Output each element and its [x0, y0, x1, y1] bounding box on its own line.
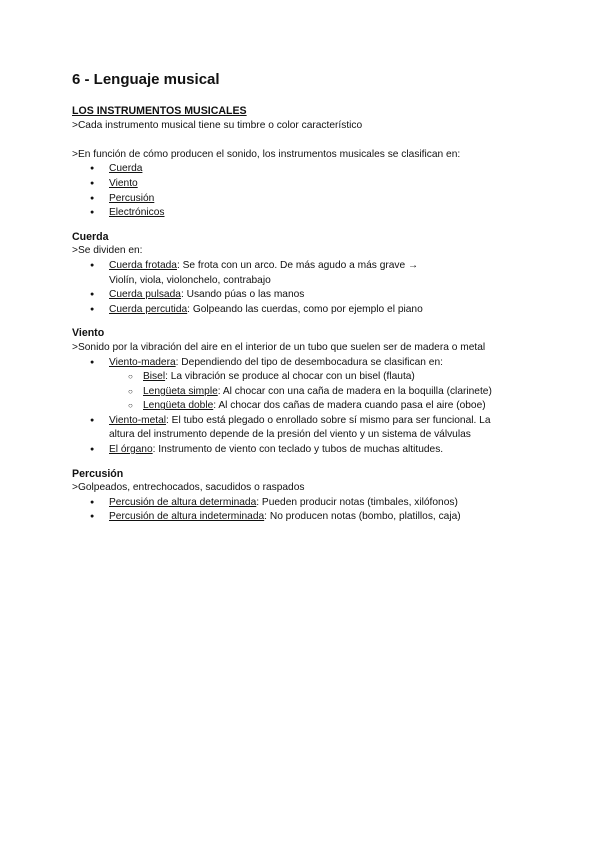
- cuerda-line: >Se dividen en:: [72, 245, 143, 257]
- desc-viento-metal-cont: altura del instrumento depende de la presión del viento y un sistema de válvulas: [109, 429, 471, 441]
- term-percusion-indeterminada: Percusión de altura indeterminada: [109, 511, 265, 523]
- section-heading-instruments: LOS INSTRUMENTOS MUSICALES: [72, 105, 247, 117]
- list-item: [72, 206, 532, 221]
- list-item: [72, 288, 532, 303]
- term-organo: El órgano: [109, 444, 153, 456]
- list-item: [72, 414, 532, 443]
- term-cuerda-percutida: Cuerda percutida: [109, 303, 188, 315]
- list-item: [72, 356, 532, 414]
- section-heading-viento: Viento: [72, 327, 105, 340]
- term-percusion-determinada: Percusión de altura determinada: [109, 496, 257, 508]
- desc-viento-madera: : Dependiendo del tipo de desembocadura se clasifican en:: [175, 356, 443, 368]
- intro-line-2: >En función de cómo producen el sonido, los instrumentos musicales se clasifican en:: [72, 148, 461, 160]
- percusion-line: >Golpeados, entrechocados, sacudidos o raspados: [72, 482, 305, 494]
- link-viento[interactable]: Viento: [109, 177, 138, 189]
- desc-bisel: : La vibración se produce al chocar con un bisel (flauta): [165, 371, 415, 383]
- section-heading-cuerda: Cuerda: [72, 230, 109, 243]
- list-item: [72, 496, 532, 511]
- classification-list: [72, 162, 532, 220]
- desc-lengueta-simple: : Al chocar con una caña de madera en la boquilla (clarinete): [217, 385, 492, 397]
- link-electronicos[interactable]: Electrónicos: [109, 207, 165, 219]
- intro-line-1: >Cada instrumento musical tiene su timbre o color característico: [72, 119, 363, 131]
- term-viento-metal: Viento-metal: [109, 414, 167, 426]
- term-cuerda-frotada: Cuerda frotada: [109, 259, 177, 271]
- desc-cuerda-percutida: : Golpeando las cuerdas, como por ejemplo el piano: [187, 303, 423, 315]
- section-heading-percusion: Percusión: [72, 467, 124, 480]
- list-item: [72, 162, 532, 177]
- term-bisel: Bisel: [143, 371, 166, 383]
- link-percusion[interactable]: Percusión: [109, 192, 155, 204]
- cuerda-list: [72, 259, 532, 317]
- viento-line: >Sonido por la vibración del aire en el interior de un tubo que suelen ser de madera o metal: [72, 341, 486, 353]
- term-lengueta-doble: Lengüeta doble: [143, 400, 214, 412]
- document-page: [72, 70, 532, 525]
- desc-cuerda-pulsada: : Usando púas o las manos: [180, 289, 305, 301]
- term-cuerda-pulsada: Cuerda pulsada: [109, 289, 181, 301]
- percusion-list: [72, 496, 532, 525]
- desc-percusion-indeterminada: : No producen notas (bombo, platillos, caja): [264, 511, 461, 523]
- desc-organo: : Instrumento de viento con teclado y tubos de muchas altitudes.: [152, 444, 444, 456]
- list-item: [72, 385, 532, 400]
- term-viento-madera: Viento-madera: [109, 356, 176, 368]
- list-item: [72, 510, 532, 525]
- desc-cuerda-frotada: : Se frota con un arco. De más agudo a más grave →: [176, 259, 419, 271]
- list-item: [72, 443, 532, 458]
- term-lengueta-simple: Lengüeta simple: [143, 385, 218, 397]
- list-item: [72, 259, 532, 288]
- list-item: [72, 370, 532, 385]
- desc-percusion-determinada: : Pueden producir notas (timbales, xilófonos): [256, 496, 458, 508]
- list-item: [72, 303, 532, 318]
- page-title: 6 - Lenguaje musical: [72, 71, 220, 88]
- list-item: [72, 177, 532, 192]
- viento-madera-sublist: [109, 370, 532, 414]
- viento-list: [72, 356, 532, 458]
- list-item: [72, 192, 532, 207]
- link-cuerda[interactable]: Cuerda: [109, 163, 143, 175]
- desc-lengueta-doble: : Al chocar dos cañas de madera cuando pasa el aire (oboe): [213, 400, 486, 412]
- desc-viento-metal: : El tubo está plegado o enrollado sobre sí mismo para ser funcional. La: [166, 414, 491, 426]
- desc-cuerda-frotada-cont: Violín, viola, violonchelo, contrabajo: [109, 274, 271, 286]
- list-item: [72, 399, 532, 414]
